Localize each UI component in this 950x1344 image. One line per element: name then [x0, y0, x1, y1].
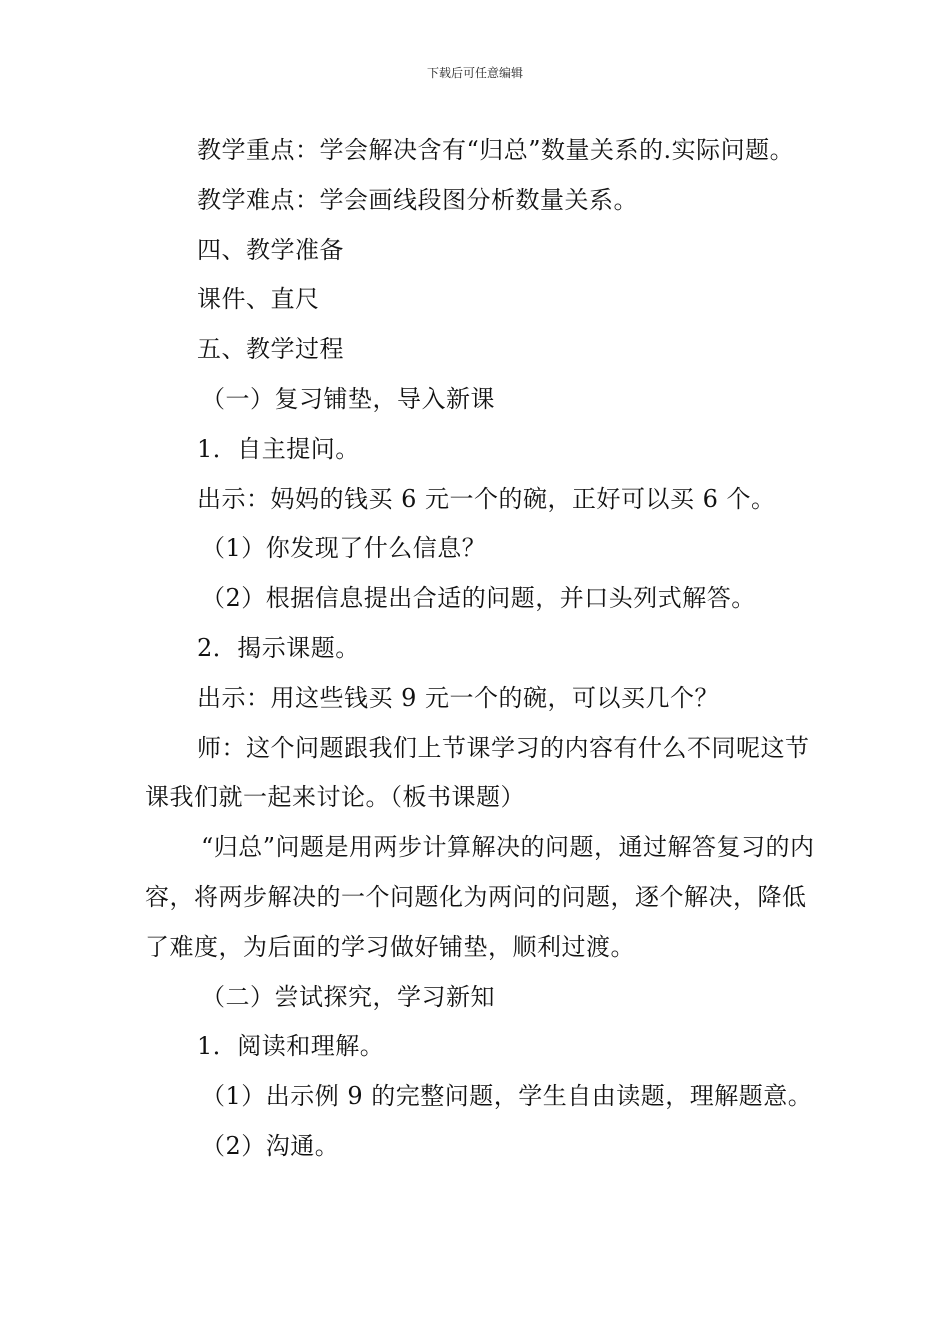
paragraph-teacher-remark: 师：这个问题跟我们上节课学习的内容有什么不同呢这节课我们就一起来讨论。（板书课题）: [145, 733, 810, 812]
list-item-example-9: （1）出示例 9 的完整问题，学生自由读题，理解题意。: [201, 1082, 813, 1111]
subheading-explore: （二）尝试探究，学习新知: [201, 982, 495, 1011]
paragraph-teaching-difficulty: 教学难点：学会画线段图分析数量关系。: [197, 185, 638, 214]
paragraph-teaching-focus: 教学重点：学会解决含有“归总”数量关系的.实际问题。: [197, 136, 795, 164]
list-item-communicate: （2）沟通。: [201, 1131, 340, 1160]
heading-teaching-process: 五、教学过程: [197, 335, 344, 364]
list-item-question-2: （2）根据信息提出合适的问题，并口头列式解答。: [201, 584, 756, 613]
list-item-self-question: 1．自主提问。: [197, 434, 360, 463]
paragraph-show-bowls-6: 出示：妈妈的钱买 6 元一个的碗，正好可以买 6 个。: [197, 484, 776, 513]
list-item-reveal-topic: 2．揭示课题。: [197, 633, 360, 662]
subheading-review: （一）复习铺垫，导入新课: [201, 384, 495, 413]
paragraph-materials: 课件、直尺: [197, 285, 320, 314]
list-item-question-1: （1）你发现了什么信息？: [201, 534, 487, 563]
list-item-reading: 1．阅读和理解。: [197, 1032, 385, 1061]
paragraph-show-bowls-9: 出示：用这些钱买 9 元一个的碗，可以买几个？: [197, 683, 720, 712]
page-header: 下载后可任意编辑: [426, 66, 523, 80]
document-body: [145, 126, 815, 1172]
paragraph-design-note: “归总”问题是用两步计算解决的问题，通过解答复习的内容，将两步解决的一个问题化为两问的问题，逐个解决，降低了难度，为后面的学习做好铺垫，顺利过渡。: [145, 833, 815, 961]
heading-teaching-preparation: 四、教学准备: [197, 235, 344, 264]
